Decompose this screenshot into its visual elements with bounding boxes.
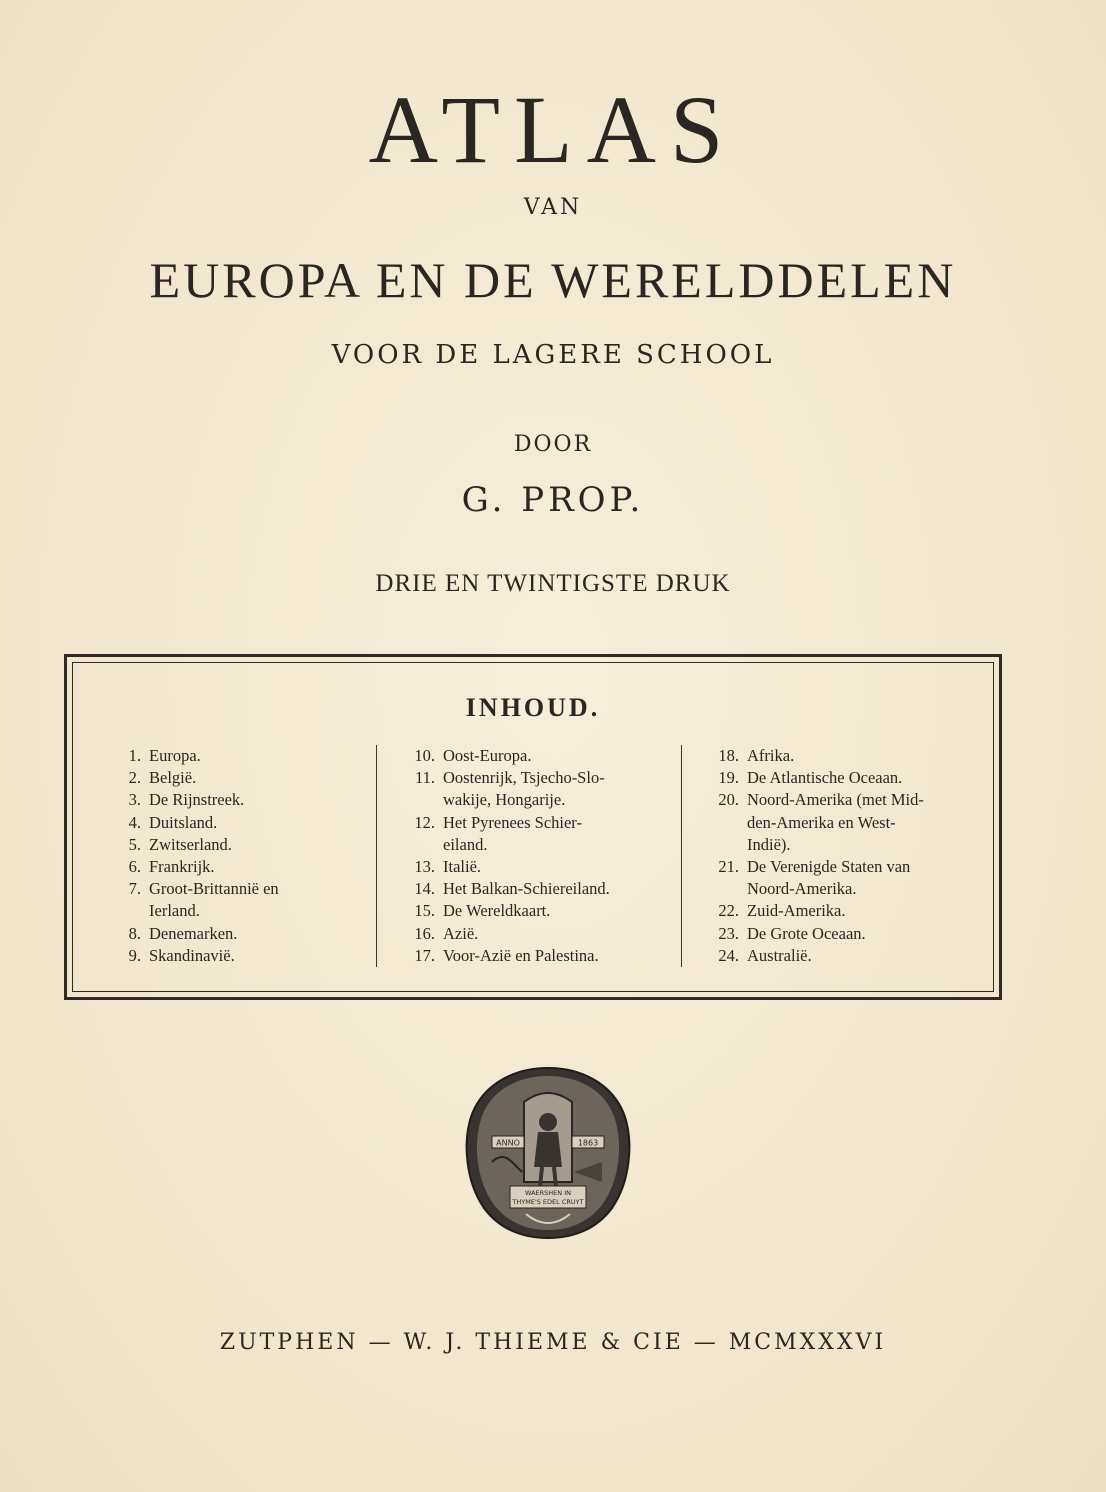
toc-entry-number xyxy=(399,789,443,811)
toc-entry xyxy=(399,945,679,967)
toc-entry-number: 12. xyxy=(414,812,435,832)
toc-entry xyxy=(399,789,679,811)
toc-entry-title: wakije, Hongarije. xyxy=(443,790,566,810)
toc-entry-number xyxy=(107,900,149,922)
toc-entry-title: Ierland. xyxy=(149,901,200,921)
toc-entry-title: Groot-Brittannië en xyxy=(149,879,279,899)
atlas-subtitle: EUROPA EN DE WERELDDELEN xyxy=(149,252,957,308)
toc-entry xyxy=(107,812,367,834)
toc-entry xyxy=(399,745,679,767)
toc-entry xyxy=(107,767,367,789)
seal-motto-2: THYME'S EDEL CRUYT xyxy=(512,1198,584,1206)
toc-entry-number: 10. xyxy=(414,746,435,765)
toc-entry xyxy=(399,834,679,856)
toc-entry-title: Europa. xyxy=(149,746,201,765)
imprint: ZUTPHEN — W. J. THIEME & CIE — MCMXXXVI xyxy=(219,1330,887,1355)
toc-entry-number: 8. xyxy=(128,923,141,943)
toc-entry-title: Australië. xyxy=(747,945,812,965)
toc-entry-number: 20. xyxy=(718,790,739,810)
toc-entry xyxy=(107,900,367,922)
toc-entry-number: 17. xyxy=(414,945,435,965)
toc-entry-title: De Wereldkaart. xyxy=(443,901,551,921)
toc-entry xyxy=(399,856,679,878)
toc-entry xyxy=(703,945,978,967)
toc-entry xyxy=(399,812,679,834)
toc-entry-title: den-Amerika en West- xyxy=(747,812,896,832)
toc-entry-number xyxy=(399,834,443,856)
toc-entry-number: 6. xyxy=(128,857,141,877)
toc-entry-number: 24. xyxy=(718,945,739,965)
seal-motto-1: WAERSHEN IN xyxy=(525,1189,571,1197)
toc-entry-number: 13. xyxy=(414,857,435,877)
toc-entry xyxy=(107,878,367,900)
toc-entry xyxy=(703,767,978,789)
toc-entry-number: 21. xyxy=(718,857,739,877)
toc-entry xyxy=(703,834,978,856)
toc-entry-title: Denemarken. xyxy=(149,923,238,943)
toc-entry xyxy=(703,923,978,945)
toc-entry xyxy=(399,923,679,945)
toc-entry-number: 11. xyxy=(414,768,435,788)
edition-label: DRIE EN TWINTIGSTE DRUK xyxy=(375,570,731,597)
toc-entry-title: Noord-Amerika (met Mid- xyxy=(747,790,924,810)
seal-anno: ANNO xyxy=(496,1138,520,1148)
toc-entry-title: België. xyxy=(149,768,197,788)
toc-entry xyxy=(107,945,367,967)
toc-entry-number: 16. xyxy=(414,923,435,943)
toc-entry-title: Voor-Azië en Palestina. xyxy=(443,945,599,965)
toc-entry-title: De Rijnstreek. xyxy=(149,790,245,810)
toc-entry xyxy=(703,745,978,767)
toc-entry xyxy=(703,812,978,834)
toc-entry-number: 5. xyxy=(128,834,141,854)
toc-entry xyxy=(703,789,978,811)
toc-entry-title: Noord-Amerika. xyxy=(747,879,857,899)
toc-entry xyxy=(107,856,367,878)
author-name: G. PROP. xyxy=(461,480,645,520)
publisher-seal-icon xyxy=(462,1062,634,1240)
toc-entry-title: Het Pyrenees Schier- xyxy=(443,812,582,832)
toc-entry-title: eiland. xyxy=(443,834,488,854)
toc-entry xyxy=(107,834,367,856)
toc-entry-number: 1. xyxy=(128,746,141,765)
toc-entry-number xyxy=(703,878,747,900)
toc-entry-number: 23. xyxy=(718,923,739,943)
toc-entry-number: 4. xyxy=(128,812,141,832)
toc-inner-frame xyxy=(72,662,994,992)
toc-entry-title: Italië. xyxy=(443,857,482,877)
toc-entry-title: Oostenrijk, Tsjecho-Slo- xyxy=(443,768,605,788)
toc-entry-title: De Atlantische Oceaan. xyxy=(747,768,903,788)
toc-entry xyxy=(107,789,367,811)
toc-entry-number: 2. xyxy=(128,768,141,788)
toc-entry-title: De Verenigde Staten van xyxy=(747,857,911,877)
toc-entry-title: Skandinavië. xyxy=(149,945,235,965)
toc-entry xyxy=(703,856,978,878)
toc-entry xyxy=(107,745,367,767)
toc-column-1 xyxy=(107,745,367,967)
toc-entry-title: Zwitserland. xyxy=(149,834,232,854)
column-divider xyxy=(681,745,682,967)
table-of-contents xyxy=(64,654,1002,1000)
toc-entry-title: Zuid-Amerika. xyxy=(747,901,846,921)
toc-entry xyxy=(399,900,679,922)
title-connector: VAN xyxy=(523,195,583,220)
toc-entry-title: Indië). xyxy=(747,834,791,854)
toc-entry-title: Duitsland. xyxy=(149,812,218,832)
toc-entry-number xyxy=(703,812,747,834)
toc-entry-title: Azië. xyxy=(443,923,479,943)
author-prefix: DOOR xyxy=(513,432,593,457)
toc-entry xyxy=(399,767,679,789)
toc-entry-number: 14. xyxy=(414,879,435,899)
toc-entry-number: 7. xyxy=(128,879,141,899)
toc-entry xyxy=(703,900,978,922)
toc-column-3 xyxy=(703,745,978,967)
toc-entry-title: Het Balkan-Schiereiland. xyxy=(443,879,610,899)
seal-year: 1863 xyxy=(577,1138,599,1148)
toc-entry-title: De Grote Oceaan. xyxy=(747,923,866,943)
target-audience: VOOR DE LAGERE SCHOOL xyxy=(331,340,775,370)
toc-entry xyxy=(107,923,367,945)
toc-entry-number: 3. xyxy=(128,790,141,810)
toc-entry-number: 19. xyxy=(718,768,739,788)
toc-entry xyxy=(703,878,978,900)
toc-entry-number: 18. xyxy=(718,746,739,765)
toc-heading: INHOUD. xyxy=(465,693,601,722)
toc-entry-number: 22. xyxy=(718,901,739,921)
toc-entry-number: 9. xyxy=(128,945,141,965)
toc-entry-number: 15. xyxy=(414,901,435,921)
toc-entry xyxy=(399,878,679,900)
toc-column-2 xyxy=(399,745,679,967)
atlas-title: ATLAS xyxy=(368,76,738,183)
toc-entry-title: Oost-Europa. xyxy=(443,746,532,765)
column-divider xyxy=(376,745,377,967)
toc-entry-title: Frankrijk. xyxy=(149,857,215,877)
toc-entry-title: Afrika. xyxy=(747,746,795,765)
toc-entry-number xyxy=(703,834,747,856)
